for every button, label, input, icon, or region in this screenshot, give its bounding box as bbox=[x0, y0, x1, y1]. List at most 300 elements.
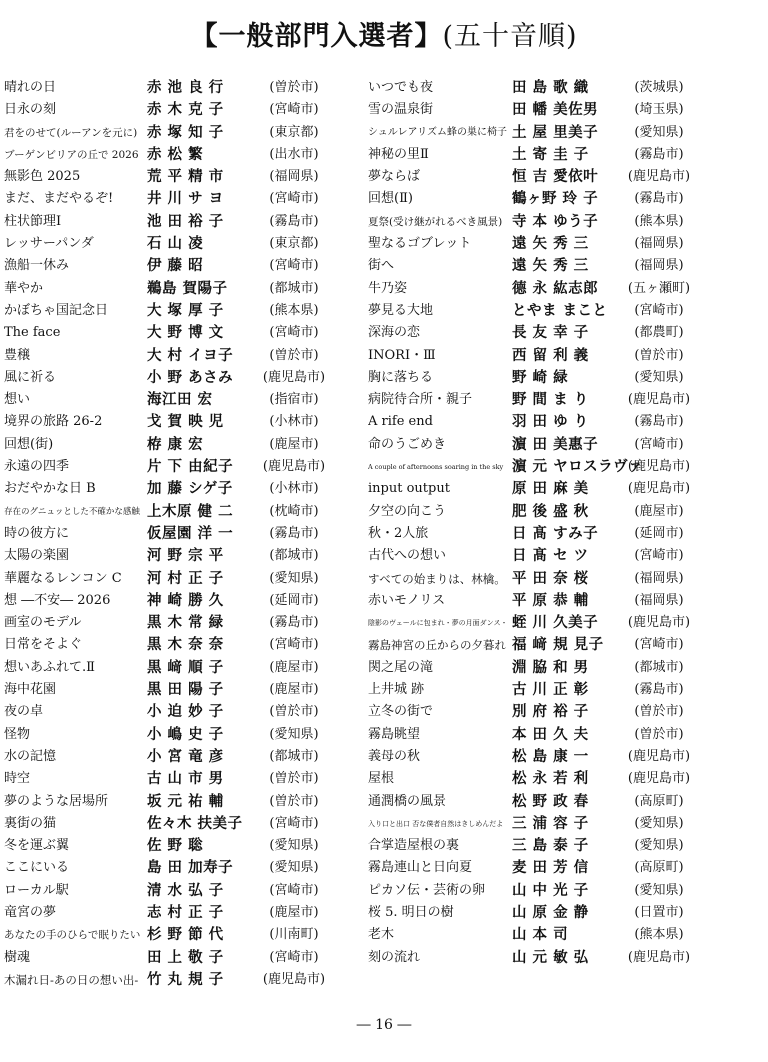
entry-place: (鹿児島市) bbox=[262, 369, 326, 385]
entry-place: (熊本県) bbox=[269, 302, 319, 318]
entry-place: (愛知県) bbox=[269, 860, 319, 876]
entry-place: (福岡県) bbox=[269, 169, 319, 185]
entry-title: 想い bbox=[4, 392, 31, 408]
entry-row bbox=[4, 634, 356, 656]
entry-title: A couple of afternoons soaring in the sky bbox=[368, 463, 504, 472]
entry-place: (小林市) bbox=[269, 414, 319, 430]
entry-title: 想いあふれて.Ⅱ bbox=[4, 659, 95, 675]
entry-title: あなたの手のひらで眠りたい bbox=[4, 929, 141, 942]
entry-name: 土 屋 里美子 bbox=[512, 123, 599, 141]
entries-column-left bbox=[4, 77, 356, 991]
entry-row bbox=[4, 590, 356, 612]
entry-title: シュルレアリズム蜂の巣に椅子 bbox=[368, 126, 507, 138]
entry-row bbox=[368, 188, 760, 210]
entry-row bbox=[368, 813, 760, 835]
entry-title: 街へ bbox=[368, 258, 395, 274]
page-title bbox=[0, 14, 768, 53]
entry-name: 河 野 宗 平 bbox=[147, 547, 224, 565]
entry-name: 松 島 康 一 bbox=[512, 747, 589, 765]
entry-row bbox=[4, 478, 356, 500]
entry-row bbox=[368, 791, 760, 813]
entry-title: 聖なるゴブレット bbox=[368, 236, 472, 252]
entry-place: (霧島市) bbox=[269, 525, 319, 541]
entry-place: (鹿児島市) bbox=[262, 971, 326, 987]
entry-row bbox=[4, 969, 356, 991]
entry-name: 日 髙 セ ツ bbox=[512, 547, 589, 565]
entry-name: 野 間 ま り bbox=[512, 391, 589, 409]
entry-place: (都城市) bbox=[269, 748, 319, 764]
entry-row bbox=[4, 322, 356, 344]
entry-title: 屋根 bbox=[368, 771, 395, 787]
entry-title: 華やか bbox=[4, 280, 44, 296]
entry-title: 夏祭(受け継がれるべき風景) bbox=[368, 215, 503, 228]
entry-place: (福岡県) bbox=[634, 592, 684, 608]
entry-title: 存在のグニュッとした不確かな感触 bbox=[4, 506, 140, 517]
entry-name: 山 原 金 静 bbox=[512, 903, 589, 921]
entry-name: 別 府 裕 子 bbox=[512, 703, 589, 721]
entry-place: (宮崎市) bbox=[634, 436, 684, 452]
entry-name: 池 田 裕 子 bbox=[147, 212, 224, 230]
entry-title: 胸に落ちる bbox=[368, 369, 434, 385]
entry-title: 通潤橋の風景 bbox=[368, 793, 447, 809]
entry-row bbox=[4, 255, 356, 277]
entry-place: (曽於市) bbox=[634, 726, 684, 742]
entry-place: (宮崎市) bbox=[634, 548, 684, 564]
entry-name: 田 幡 美佐男 bbox=[512, 101, 599, 119]
entry-row bbox=[4, 545, 356, 567]
entry-name: 濵 田 美惠子 bbox=[512, 435, 599, 453]
entry-title: 永遠の四季 bbox=[4, 459, 70, 475]
entry-place: (霧島市) bbox=[634, 146, 684, 162]
entry-name: 島 田 加寿子 bbox=[147, 859, 234, 877]
entry-row bbox=[4, 77, 356, 99]
entry-place: (曽於市) bbox=[269, 347, 319, 363]
entry-place: (鹿児島市) bbox=[627, 169, 691, 185]
entry-title: 想 ―不安― 2026 bbox=[4, 592, 111, 608]
entry-place: (延岡市) bbox=[269, 592, 319, 608]
entry-place: (熊本県) bbox=[634, 927, 684, 943]
entry-place: (都城市) bbox=[269, 280, 319, 296]
entry-name: 坂 元 祐 輔 bbox=[147, 792, 224, 810]
entry-title: レッサーパンダ bbox=[4, 236, 94, 252]
entry-place: (東京都) bbox=[269, 124, 319, 140]
entry-row bbox=[368, 300, 760, 322]
entry-place: (曽於市) bbox=[634, 347, 684, 363]
entry-row bbox=[4, 188, 356, 210]
entry-name: 戈 賀 映 児 bbox=[147, 413, 224, 431]
entry-title: 君をのせて(ルーアンを元に) bbox=[4, 126, 138, 139]
entry-title: 病院待合所・親子 bbox=[368, 392, 473, 408]
entry-name: 杉 野 節 代 bbox=[147, 926, 224, 944]
entry-name: 恒 吉 愛依叶 bbox=[512, 168, 599, 186]
entry-name: とやま まこと bbox=[512, 301, 608, 319]
entry-row bbox=[368, 122, 760, 144]
entry-name: 片 下 由紀子 bbox=[147, 458, 234, 476]
entry-row bbox=[368, 255, 760, 277]
entry-name: 小 宮 竜 彦 bbox=[147, 747, 224, 765]
entry-title: 風に祈る bbox=[4, 369, 57, 385]
entry-title: INORI・Ⅲ bbox=[368, 347, 436, 363]
entry-place: (霧島市) bbox=[634, 682, 684, 698]
entry-place: (鹿児島市) bbox=[627, 459, 691, 475]
entry-title: 関之尾の滝 bbox=[368, 659, 434, 675]
entry-name: 上木原 健 二 bbox=[147, 502, 234, 520]
entry-row bbox=[4, 813, 356, 835]
entry-name: 河 村 正 子 bbox=[147, 569, 224, 587]
entry-name: 古 川 正 彰 bbox=[512, 681, 589, 699]
entry-place: (鹿屋市) bbox=[269, 436, 319, 452]
entry-name: 黒 木 常 緑 bbox=[147, 614, 224, 632]
entry-title: 赤いモノリス bbox=[368, 592, 446, 608]
entry-row bbox=[368, 612, 760, 634]
entry-name: 寺 本 ゆう子 bbox=[512, 212, 599, 230]
entry-place: (鹿屋市) bbox=[269, 682, 319, 698]
entry-title: 境界の旅路 26-2 bbox=[4, 414, 103, 430]
entry-place: (都農町) bbox=[634, 325, 684, 341]
entry-row bbox=[4, 701, 356, 723]
entry-place: (都城市) bbox=[269, 548, 319, 564]
entry-row bbox=[368, 835, 760, 857]
entry-row bbox=[4, 434, 356, 456]
entry-name: 山 中 光 子 bbox=[512, 881, 589, 899]
entry-title: 陰影のヴェールに包まれ・夢の月面ダンス・ bbox=[368, 619, 508, 628]
entry-title: かぼちゃ国記念日 bbox=[4, 302, 109, 318]
entry-name: 田 上 敬 子 bbox=[147, 948, 224, 966]
entry-place: (出水市) bbox=[269, 146, 319, 162]
entry-title: 夢見る大地 bbox=[368, 302, 434, 318]
entry-name: 德 永 紘志郎 bbox=[512, 279, 599, 297]
page-number: ― 16 ― bbox=[356, 1017, 412, 1033]
entry-title: 刻の流れ bbox=[368, 949, 421, 965]
entry-title: 上井城 跡 bbox=[368, 682, 425, 698]
entry-name: 仮屋園 洋 一 bbox=[147, 524, 234, 542]
entry-title: 夢のような居場所 bbox=[4, 793, 109, 809]
entry-row bbox=[368, 746, 760, 768]
entry-place: (福岡県) bbox=[634, 258, 684, 274]
entry-title: 柱状節理Ⅰ bbox=[4, 213, 62, 229]
entry-name: 山 本 司 bbox=[512, 926, 569, 944]
entry-place: (鹿児島市) bbox=[627, 771, 691, 787]
entry-row bbox=[368, 924, 760, 946]
entry-row bbox=[368, 724, 760, 746]
entry-place: (曽於市) bbox=[269, 80, 319, 95]
entry-row bbox=[368, 947, 760, 969]
entry-row bbox=[368, 634, 760, 656]
entry-row bbox=[368, 367, 760, 389]
entry-title: 回想(Ⅱ) bbox=[368, 191, 413, 207]
entry-place: (愛知県) bbox=[634, 838, 684, 854]
entry-name: 清 水 弘 子 bbox=[147, 881, 224, 899]
entry-title: 牛乃姿 bbox=[368, 280, 408, 296]
entry-place: (五ヶ瀬町) bbox=[627, 280, 691, 296]
entry-place: (高原町) bbox=[634, 793, 684, 809]
entry-place: (福岡県) bbox=[634, 236, 684, 252]
entry-place: (宮崎市) bbox=[269, 191, 319, 207]
entry-title: 樹魂 bbox=[4, 949, 31, 965]
entry-row bbox=[368, 322, 760, 344]
entry-name: 羽 田 ゆ り bbox=[512, 413, 589, 431]
entry-row bbox=[368, 501, 760, 523]
entry-name: 黒 木 奈 奈 bbox=[147, 636, 224, 654]
entry-row bbox=[368, 857, 760, 879]
entry-name: 松 野 政 春 bbox=[512, 792, 589, 810]
entry-place: (宮崎市) bbox=[269, 637, 319, 653]
entry-place: (宮崎市) bbox=[269, 325, 319, 341]
entry-name: 竹 丸 規 子 bbox=[147, 970, 224, 988]
entry-title: input output bbox=[368, 481, 450, 497]
entry-name: 松 永 若 利 bbox=[512, 770, 589, 788]
entry-title: 雪の温泉街 bbox=[368, 102, 434, 118]
entry-place: (霧島市) bbox=[269, 213, 319, 229]
entry-title: 霧島眺望 bbox=[368, 726, 421, 742]
entry-name: 小 迫 妙 子 bbox=[147, 703, 224, 721]
entry-name: 山 元 敏 弘 bbox=[512, 948, 589, 966]
entry-title: ここにいる bbox=[4, 860, 70, 876]
entry-name: 本 田 久 夫 bbox=[512, 725, 589, 743]
entry-name: 三 島 泰 子 bbox=[512, 837, 589, 855]
entry-row bbox=[4, 902, 356, 924]
entry-place: (鹿児島市) bbox=[627, 615, 691, 631]
entry-title: 晴れの日 bbox=[4, 80, 57, 95]
entry-name: 黒 田 陽 子 bbox=[147, 681, 224, 699]
entry-place: (霧島市) bbox=[634, 191, 684, 207]
entry-row bbox=[368, 456, 760, 478]
entries-column-right bbox=[368, 77, 760, 969]
title-sub: (五十音順) bbox=[442, 21, 578, 52]
entry-row bbox=[368, 166, 760, 188]
entry-row bbox=[4, 857, 356, 879]
entry-row bbox=[4, 99, 356, 121]
entry-title: 華麗なるレンコン C bbox=[4, 570, 122, 586]
entry-row bbox=[368, 345, 760, 367]
entry-place: (鹿児島市) bbox=[627, 748, 691, 764]
entry-place: (茨城県) bbox=[634, 80, 684, 95]
entry-title: 時空 bbox=[4, 771, 31, 787]
entry-place: (愛知県) bbox=[269, 726, 319, 742]
entry-name: 肥 後 盛 秋 bbox=[512, 502, 589, 520]
entry-title: ローカル駅 bbox=[4, 882, 69, 898]
entry-title: 海中花園 bbox=[4, 682, 57, 698]
entry-title: 夕空の向こう bbox=[368, 503, 447, 519]
entry-row bbox=[368, 99, 760, 121]
entry-row bbox=[368, 144, 760, 166]
entry-name: 黒 﨑 順 子 bbox=[147, 658, 224, 676]
entry-place: (枕崎市) bbox=[269, 503, 319, 519]
entry-place: (鹿屋市) bbox=[269, 904, 319, 920]
entry-place: (鹿屋市) bbox=[634, 503, 684, 519]
entry-row bbox=[368, 590, 760, 612]
entry-title: The face bbox=[4, 325, 61, 341]
entry-place: (鹿児島市) bbox=[627, 481, 691, 497]
entry-row bbox=[4, 411, 356, 433]
entry-name: 日 髙 すみ子 bbox=[512, 524, 599, 542]
entry-place: (宮崎市) bbox=[269, 258, 319, 274]
entry-row bbox=[4, 278, 356, 300]
entry-place: (愛知県) bbox=[634, 124, 684, 140]
entry-title: すべての始まりは、林檎。 bbox=[368, 571, 506, 586]
entry-title: 豊穣 bbox=[4, 347, 31, 363]
entry-name: 栫 康 宏 bbox=[147, 435, 204, 453]
entry-title: 古代への想い bbox=[368, 548, 447, 564]
entry-title: 竜宮の夢 bbox=[4, 904, 57, 920]
entry-title: 夢ならば bbox=[368, 169, 421, 185]
entry-title: 深海の恋 bbox=[368, 325, 421, 341]
entry-place: (愛知県) bbox=[269, 570, 319, 586]
entry-title: 水の記憶 bbox=[4, 748, 57, 764]
entry-name: 鵜島 賀陽子 bbox=[147, 279, 228, 297]
entry-title: 神秘の里Ⅱ bbox=[368, 146, 429, 162]
entry-row bbox=[4, 456, 356, 478]
entry-title: いつでも夜 bbox=[368, 80, 434, 95]
entry-name: 荒 平 精 市 bbox=[147, 168, 224, 186]
entry-row bbox=[368, 880, 760, 902]
entry-row bbox=[368, 679, 760, 701]
entry-place: (高原町) bbox=[634, 860, 684, 876]
entry-row bbox=[4, 166, 356, 188]
entry-name: 大 村 イヨ子 bbox=[147, 346, 234, 364]
entry-title: 霧島神宮の丘からの夕暮れ bbox=[368, 638, 506, 653]
entry-title: 霧島連山と日向夏 bbox=[368, 860, 473, 876]
entry-place: (鹿屋市) bbox=[269, 659, 319, 675]
entry-name: 石 山 凌 bbox=[147, 235, 204, 253]
entry-name: 西 留 利 義 bbox=[512, 346, 589, 364]
entry-row bbox=[4, 233, 356, 255]
entry-name: 蛭 川 久美子 bbox=[512, 614, 599, 632]
entry-place: (東京都) bbox=[269, 236, 319, 252]
entry-name: 長 友 幸 子 bbox=[512, 324, 589, 342]
entry-title: ブーゲンビリアの丘で 2026 bbox=[4, 148, 139, 161]
entry-title: 義母の秋 bbox=[368, 748, 421, 764]
entry-row bbox=[4, 679, 356, 701]
entry-title: まだ、まだやるぞ! bbox=[4, 191, 114, 207]
entry-place: (鹿児島市) bbox=[627, 949, 691, 965]
entry-place: (宮崎市) bbox=[634, 637, 684, 653]
entry-name: 濵 元 ヤロスラヴァ bbox=[512, 458, 643, 476]
entry-name: 大 塚 厚 子 bbox=[147, 301, 224, 319]
entry-name: 原 田 麻 美 bbox=[512, 480, 589, 498]
entry-row bbox=[4, 389, 356, 411]
entry-title: 裏街の猫 bbox=[4, 815, 57, 831]
entry-row bbox=[4, 523, 356, 545]
entry-place: (鹿児島市) bbox=[262, 459, 326, 475]
entry-title: 秋・2人旅 bbox=[368, 525, 429, 541]
entry-row bbox=[368, 545, 760, 567]
entry-row bbox=[4, 122, 356, 144]
entry-place: (曽於市) bbox=[269, 771, 319, 787]
entry-name: 麦 田 芳 信 bbox=[512, 859, 589, 877]
entry-row bbox=[368, 411, 760, 433]
entry-title: 画室のモデル bbox=[4, 615, 82, 631]
entry-row bbox=[4, 724, 356, 746]
entry-name: 遠 矢 秀 三 bbox=[512, 235, 589, 253]
entry-row bbox=[4, 880, 356, 902]
entry-title: おだやかな日 B bbox=[4, 481, 96, 497]
entry-place: (熊本県) bbox=[634, 213, 684, 229]
entry-row bbox=[368, 77, 760, 99]
entry-row bbox=[4, 746, 356, 768]
entry-row bbox=[368, 902, 760, 924]
entry-name: 淵 脇 和 男 bbox=[512, 658, 589, 676]
entry-place: (愛知県) bbox=[634, 882, 684, 898]
entry-row bbox=[368, 233, 760, 255]
entry-place: (埼玉県) bbox=[634, 102, 684, 118]
entry-row bbox=[4, 501, 356, 523]
entry-place: (福岡県) bbox=[634, 570, 684, 586]
entry-title: 老木 bbox=[368, 927, 395, 943]
entry-title: 時の彼方に bbox=[4, 525, 70, 541]
entry-name: 神 崎 勝 久 bbox=[147, 591, 224, 609]
entry-row bbox=[4, 657, 356, 679]
entry-title: 合掌造屋根の裏 bbox=[368, 838, 460, 854]
entry-title: 日永の刻 bbox=[4, 102, 57, 118]
entry-title: 漁船一休み bbox=[4, 258, 70, 274]
entry-title: 無影色 2025 bbox=[4, 169, 81, 185]
entry-row bbox=[368, 701, 760, 723]
entry-name: 志 村 正 子 bbox=[147, 903, 224, 921]
entry-row bbox=[4, 345, 356, 367]
entry-row bbox=[368, 389, 760, 411]
entry-place: (小林市) bbox=[269, 481, 319, 497]
entry-name: 海江田 宏 bbox=[147, 391, 213, 409]
entry-place: (愛知県) bbox=[634, 369, 684, 385]
entry-place: (延岡市) bbox=[634, 525, 684, 541]
entry-title: 入り口と出口 否な僕者自然はきしめんだよ bbox=[368, 819, 504, 828]
entry-place: (曽於市) bbox=[269, 793, 319, 809]
entry-title: A rife end bbox=[368, 414, 433, 430]
entry-place: (愛知県) bbox=[269, 838, 319, 854]
entry-place: (鹿児島市) bbox=[627, 392, 691, 408]
entry-place: (愛知県) bbox=[634, 815, 684, 831]
entry-name: 赤 池 良 行 bbox=[147, 79, 224, 96]
entry-row bbox=[4, 568, 356, 590]
entry-name: 井 川 サ ヨ bbox=[147, 190, 224, 208]
entry-title: 回想(街) bbox=[4, 436, 54, 452]
entry-row bbox=[4, 768, 356, 790]
entry-title: 木漏れ日‐あの日の想い出‐ bbox=[4, 972, 139, 987]
entry-name: 田 島 歌 織 bbox=[512, 79, 589, 96]
entry-row bbox=[368, 523, 760, 545]
entry-name: 佐 野 聡 bbox=[147, 837, 204, 855]
entry-row bbox=[4, 947, 356, 969]
entry-place: (霧島市) bbox=[269, 615, 319, 631]
entry-row bbox=[4, 367, 356, 389]
entry-row bbox=[368, 211, 760, 233]
entry-name: 平 原 恭 輔 bbox=[512, 591, 589, 609]
entry-place: (宮崎市) bbox=[269, 882, 319, 898]
entry-title: 日常をそよぐ bbox=[4, 637, 83, 653]
entry-name: 遠 矢 秀 三 bbox=[512, 257, 589, 275]
entry-name: 古 山 市 男 bbox=[147, 770, 224, 788]
entry-row bbox=[4, 300, 356, 322]
entry-row bbox=[368, 568, 760, 590]
entry-title: 冬を運ぶ翼 bbox=[4, 838, 70, 854]
title-main: 【一般部門入選者】 bbox=[190, 21, 443, 52]
entry-place: (日置市) bbox=[634, 904, 684, 920]
entry-place: (指宿市) bbox=[269, 392, 319, 408]
entry-name: 土 寄 圭 子 bbox=[512, 145, 589, 163]
entry-name: 伊 藤 昭 bbox=[147, 257, 204, 275]
entry-title: 立冬の街で bbox=[368, 704, 434, 720]
entry-place: (川南町) bbox=[269, 927, 319, 943]
entry-place: (宮崎市) bbox=[269, 102, 319, 118]
entry-name: 鶴ヶ野 玲 子 bbox=[512, 190, 599, 208]
entry-name: 赤 松 繁 bbox=[147, 145, 204, 163]
entry-row bbox=[4, 211, 356, 233]
entry-title: 夜の卓 bbox=[4, 704, 44, 720]
entry-row bbox=[4, 924, 356, 946]
entry-name: 加 藤 シゲ子 bbox=[147, 480, 233, 498]
entry-name: 赤 木 克 子 bbox=[147, 101, 224, 119]
